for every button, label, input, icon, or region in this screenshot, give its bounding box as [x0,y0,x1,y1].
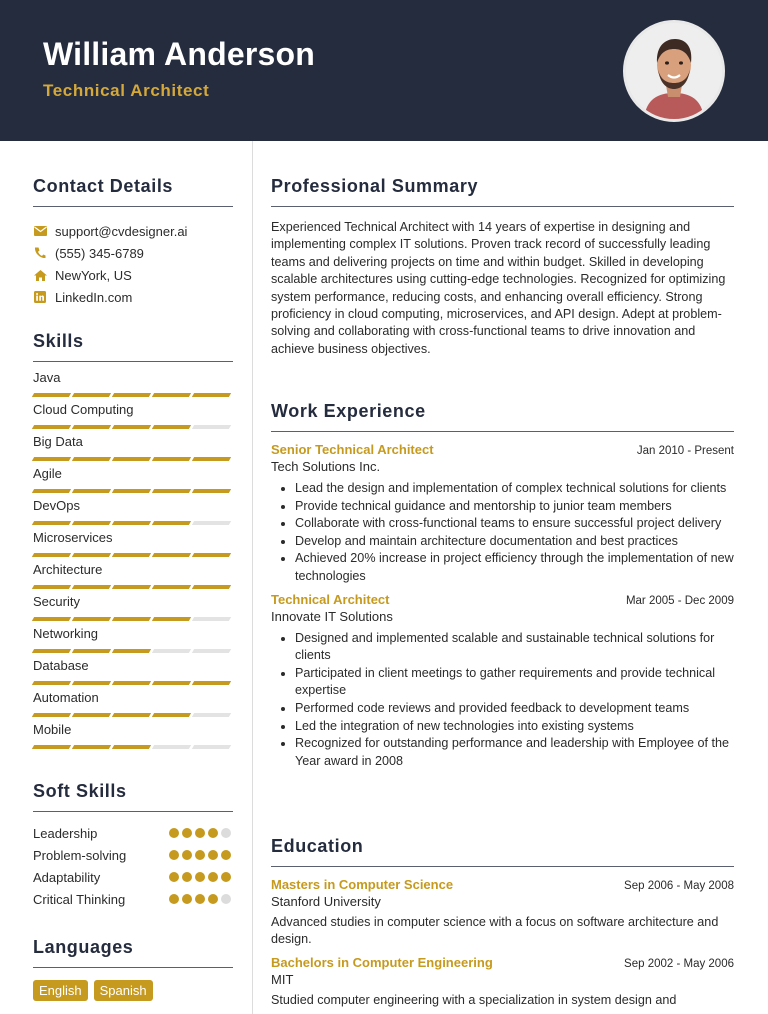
language-pill: English [33,980,88,1001]
skill-level-segment [112,745,151,749]
rating-dot [195,894,205,904]
skill-level-bar [33,585,233,589]
skill-item [33,369,233,397]
phone-icon [33,246,47,260]
skill-name: Microservices [33,530,113,545]
job-entry [271,592,734,771]
soft-skill-item [33,888,233,910]
contact-location [33,264,233,286]
languages-section [33,937,233,1001]
skill-item [33,657,233,685]
skill-level-segment [32,713,71,717]
skill-level-segment [32,681,71,685]
skill-level-bar [33,489,233,493]
skill-level-segment [32,457,71,461]
soft-skill-item [33,866,233,888]
soft-skill-rating [169,828,231,838]
skill-level-segment [112,553,151,557]
skill-level-segment [72,489,111,493]
job-date: Mar 2005 - Dec 2009 [625,594,734,607]
skill-level-segment [112,489,151,493]
skill-item [33,465,233,493]
skill-level-bar [33,617,233,621]
skill-level-segment [32,393,71,397]
skill-item [33,721,233,749]
skill-level-segment [152,489,191,493]
skill-name: Cloud Computing [33,402,134,417]
contact-email-text: support@cvdesigner.ai [55,223,188,239]
skill-level-segment [32,489,71,493]
rating-dot [208,828,218,838]
skill-level-segment [152,585,191,589]
skill-level-segment [112,649,151,653]
skill-level-segment [112,617,151,621]
skill-name: Java [33,370,61,385]
skill-level-segment [112,457,151,461]
skill-level-segment [152,713,191,717]
job-bullet: • Achieved 20% increase in project efficiency through the implementation of new technologies [295,550,734,585]
skill-level-segment [72,745,111,749]
rating-dot [169,894,179,904]
skill-level-segment [112,713,151,717]
envelope-icon [33,224,47,238]
skill-name: Big Data [33,434,83,449]
avatar [623,20,725,122]
rating-dot [169,828,179,838]
skill-level-segment [192,649,231,653]
skill-name: DevOps [33,498,80,513]
skill-level-segment [192,457,231,461]
skill-level-segment [112,425,151,429]
skill-level-segment [192,681,231,685]
rating-dot [182,872,192,882]
skill-level-segment [72,425,111,429]
education-description: Advanced studies in computer science with a focus on software architecture and design. [271,915,719,947]
rating-dot [195,850,205,860]
skill-level-bar [33,457,233,461]
languages-list [33,980,233,1001]
skill-level-segment [192,553,231,557]
avatar-photo-icon [626,23,722,119]
linkedin-icon [33,290,47,304]
skill-name: Mobile [33,722,72,737]
home-icon [33,268,47,282]
skill-level-segment [72,393,111,397]
skill-level-segment [192,617,231,621]
skill-level-segment [192,425,231,429]
education-title: Education [271,836,734,867]
contact-section [33,176,233,308]
contact-email[interactable] [33,220,233,242]
education-entry [271,877,734,949]
rating-dot [182,850,192,860]
soft-skill-name: Problem-solving [33,847,127,863]
skill-level-segment [72,521,111,525]
soft-skill-name: Leadership [33,825,98,841]
job-bullet: • Lead the design and implementation of complex technical solutions for clients [295,480,734,498]
job-bullet: • Provide technical guidance and mentorship to junior team members [295,498,734,516]
skill-level-segment [32,649,71,653]
job-title: Senior Technical Architect [271,442,434,457]
skill-level-segment [72,681,111,685]
job-bullet: • Participated in client meetings to gather requirements and provide technical expertise [295,665,734,700]
languages-title: Languages [33,937,233,968]
candidate-name: William Anderson [43,36,315,72]
education-school: Stanford University [271,894,381,909]
rating-dot [221,872,231,882]
education-date: Sep 2002 - May 2006 [624,957,734,970]
soft-skill-item [33,822,233,844]
education-section [271,836,734,1009]
skill-level-segment [72,553,111,557]
soft-skills-section [33,781,233,910]
skill-level-bar [33,553,233,557]
skill-level-segment [32,553,71,557]
rating-dot [221,894,231,904]
skill-level-segment [32,617,71,621]
skill-level-segment [72,617,111,621]
job-bullet: • Performed code reviews and provided feedback to development teams [295,700,734,718]
skill-item [33,497,233,525]
skill-item [33,689,233,717]
job-company: Tech Solutions Inc. [271,459,381,474]
skill-level-bar [33,425,233,429]
education-date: Sep 2006 - May 2008 [624,880,734,892]
job-bullet: • Recognized for outstanding performance and leadership with Employee of the Year award in 2008 [295,735,734,770]
skill-level-bar [33,745,233,749]
soft-skill-rating [169,872,231,882]
skill-item [33,401,233,429]
skill-level-bar [33,713,233,717]
rating-dot [208,850,218,860]
skill-name: Database [33,658,89,673]
skills-list [33,369,233,749]
soft-skills-list [33,822,233,910]
contact-list [33,220,233,308]
skill-level-segment [112,393,151,397]
skill-level-segment [72,585,111,589]
skill-level-segment [32,425,71,429]
soft-skills-title: Soft Skills [33,781,233,812]
skill-level-segment [192,393,231,397]
rating-dot [208,872,218,882]
skill-item [33,529,233,557]
header-banner [0,0,768,141]
skill-level-segment [192,585,231,589]
skill-name: Architecture [33,562,103,577]
job-bullet: • Led the integration of new technologies into existing systems [295,718,734,736]
skill-level-bar [33,649,233,653]
soft-skill-rating [169,894,231,904]
rating-dot [221,850,231,860]
language-pill: Spanish [94,980,153,1001]
education-entry [271,955,734,1009]
skill-level-segment [112,681,151,685]
contact-location-text: NewYork, US [55,267,132,283]
skill-name: Automation [33,690,99,705]
skill-level-segment [112,521,151,525]
soft-skill-rating [169,850,231,860]
skill-item [33,593,233,621]
skill-level-bar [33,393,233,397]
skill-level-segment [152,649,191,653]
education-description: Studied computer engineering with a specialization in system design and [271,992,677,1007]
skill-item [33,433,233,461]
skill-level-segment [192,745,231,749]
skill-level-segment [152,553,191,557]
job-company: Innovate IT Solutions [271,608,393,624]
skill-level-bar [33,681,233,685]
skill-level-segment [32,521,71,525]
job-bullet: • Designed and implemented scalable and sustainable technical solutions for clients [295,630,734,665]
job-bullet: • Develop and maintain architecture documentation and best practices [295,533,734,551]
skill-level-segment [72,713,111,717]
skill-level-segment [72,649,111,653]
skill-level-segment [152,745,191,749]
contact-linkedin-text: LinkedIn.com [55,289,133,305]
work-title: Work Experience [271,401,734,432]
skill-level-segment [152,425,191,429]
education-school: MIT [271,971,294,987]
contact-title: Contact Details [33,176,233,207]
skill-level-segment [152,681,191,685]
skill-level-segment [72,457,111,461]
rating-dot [169,872,179,882]
column-divider [252,141,253,1014]
job-entry [271,442,734,586]
rating-dot [221,828,231,838]
contact-phone-text: (555) 345-6789 [55,245,144,261]
rating-dot [195,872,205,882]
education-degree: Masters in Computer Science [271,877,454,892]
skills-title: Skills [33,331,233,362]
skill-level-segment [152,393,191,397]
skill-level-segment [152,521,191,525]
skill-level-segment [192,713,231,717]
skill-item [33,561,233,589]
job-title: Technical Architect [271,591,390,607]
soft-skill-item [33,844,233,866]
skill-name: Agile [33,466,62,481]
job-bullet: • Collaborate with cross-functional teams to ensure successful project delivery [295,515,734,533]
rating-dot [182,828,192,838]
skill-level-segment [152,617,191,621]
work-section [271,401,734,770]
summary-title: Professional Summary [271,176,734,207]
job-bullets [271,630,734,771]
skill-name: Networking [33,626,99,641]
summary-section [271,176,734,358]
skill-level-segment [112,585,151,589]
contact-linkedin[interactable] [33,286,233,308]
soft-skill-name: Critical Thinking [33,891,126,907]
skill-level-segment [192,521,231,525]
soft-skill-name: Adaptability [33,869,101,885]
rating-dot [208,894,218,904]
rating-dot [195,828,205,838]
skill-level-segment [32,585,71,589]
skill-level-segment [192,489,231,493]
rating-dot [169,850,179,860]
job-bullets [271,480,734,586]
contact-phone[interactable] [33,242,233,264]
skill-name: Security [33,594,80,609]
summary-text: Experienced Technical Architect with 14 years of expertise in designing and implementing complex IT solutions. Proven track record of successfully leading teams and delivering projects on time and within budget. Skilled in developing scalable architectures using cutting-edge technologies. Recognized for optimizing system performance, reducing costs, and enhancing overall efficiency. Strong proficiency in cloud computing, microservices, and API design. Adept at problem-solving and collaborating with cross-functional teams to drive innovation and achieve business objectives. [271,220,726,356]
education-degree: Bachelors in Computer Engineering [271,954,493,970]
rating-dot [182,894,192,904]
job-date: Jan 2010 - Present [636,445,734,457]
skills-section [33,331,233,749]
candidate-role: Technical Architect [43,81,210,100]
skill-level-bar [33,521,233,525]
skill-level-segment [32,745,71,749]
skill-level-segment [152,457,191,461]
skill-item [33,625,233,653]
